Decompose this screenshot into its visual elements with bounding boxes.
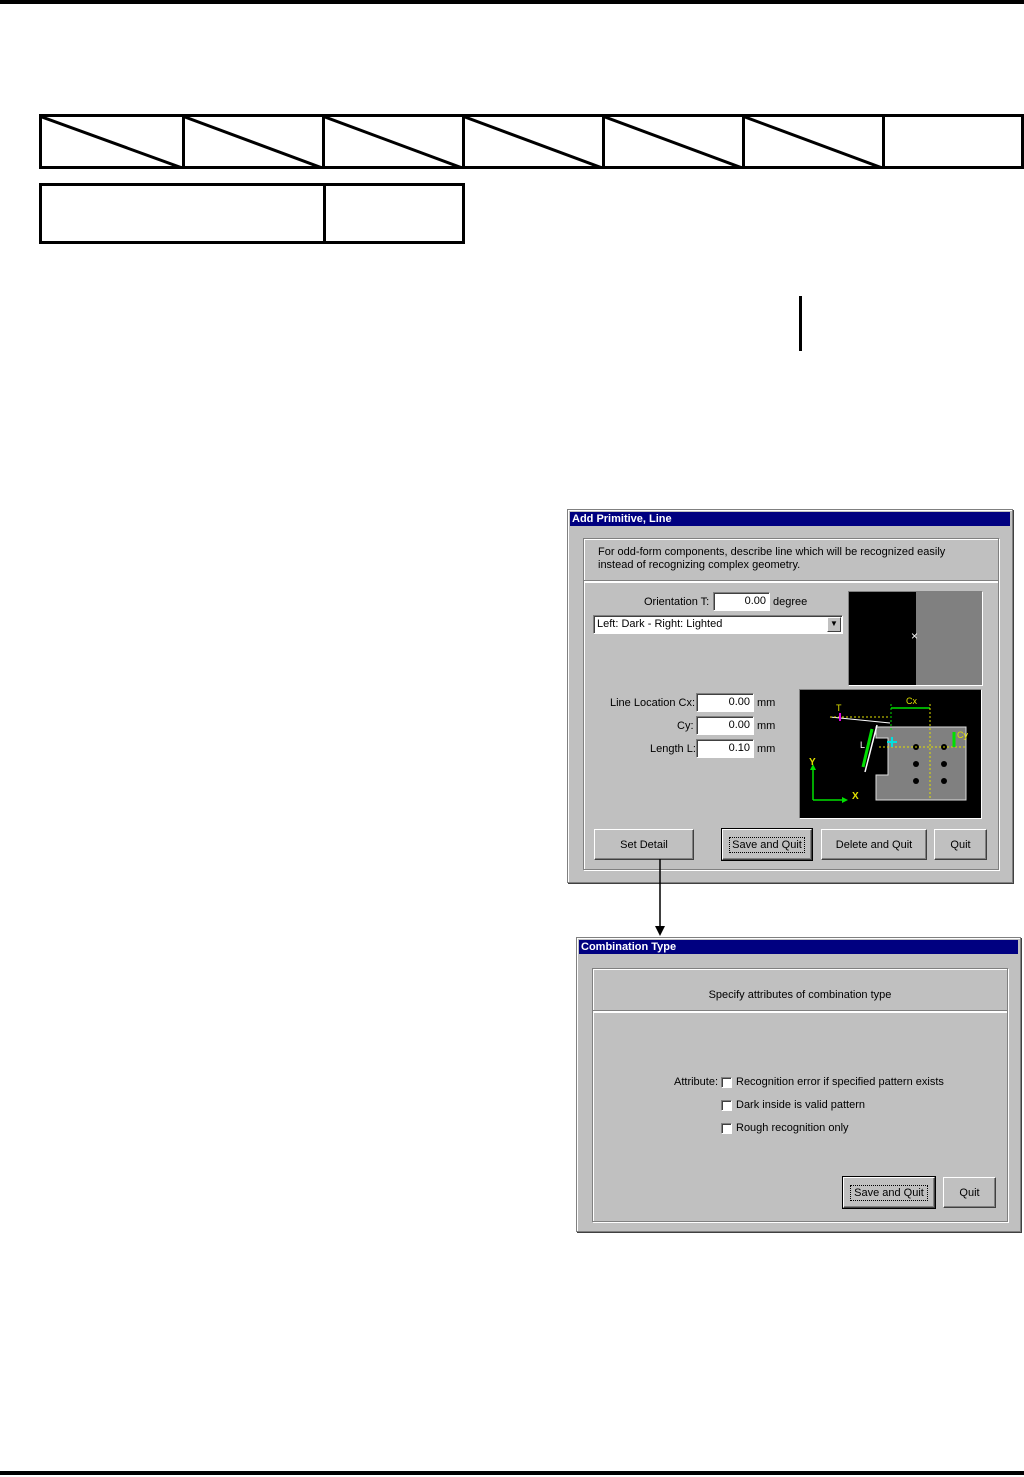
diagram-label-y: Y — [809, 757, 816, 768]
bottom-rule — [0, 1471, 1024, 1475]
diagram-label-x: X — [852, 791, 859, 802]
quit-button[interactable] — [934, 829, 987, 860]
add-primitive-line-dialog — [567, 509, 1013, 883]
diagram-label-l: L — [860, 740, 866, 750]
margin-change-bar — [799, 296, 802, 351]
cx-unit: mm — [757, 697, 776, 709]
orientation-label: Orientation T: — [644, 596, 710, 608]
cy-label: Cy: — [677, 720, 694, 732]
rough-recognition-label: Rough recognition only — [736, 1122, 849, 1134]
delete-and-quit-label: Delete and Quit — [835, 838, 913, 851]
cy-unit: mm — [757, 720, 776, 732]
save-and-quit-button[interactable] — [843, 1177, 935, 1208]
header-cell-2 — [185, 117, 325, 166]
dark-inside-checkbox[interactable] — [721, 1100, 732, 1111]
dialog-title: Combination Type — [579, 940, 1018, 954]
save-and-quit-label: Save and Quit — [850, 1185, 928, 1201]
dialog-title: Add Primitive, Line — [570, 512, 1010, 526]
save-and-quit-label: Save and Quit — [729, 837, 805, 853]
recognition-error-checkbox[interactable] — [721, 1077, 732, 1088]
chevron-down-icon[interactable]: ▼ — [827, 617, 841, 632]
direction-select[interactable] — [593, 615, 843, 634]
direction-select-value: Left: Dark - Right: Lighted — [597, 618, 723, 630]
header-table-row-1 — [39, 114, 1024, 169]
header-cell-4 — [465, 117, 605, 166]
header-cell-6 — [745, 117, 885, 166]
header-cell-1 — [42, 117, 185, 166]
header-cell-7 — [885, 117, 1021, 166]
cx-label: Line Location Cx: — [610, 697, 695, 709]
diagram-label-t: T — [836, 703, 842, 713]
quit-label: Quit — [950, 838, 971, 851]
orientation-input[interactable]: 0.00 — [713, 592, 770, 611]
diagram-svg — [800, 690, 981, 818]
set-detail-label: Set Detail — [620, 838, 668, 851]
save-and-quit-button[interactable] — [722, 829, 812, 860]
attribute-label: Attribute: — [674, 1076, 719, 1088]
orientation-unit: degree — [773, 596, 808, 608]
connector-arrow — [650, 859, 670, 939]
quit-button[interactable] — [943, 1177, 996, 1208]
quit-label: Quit — [959, 1186, 980, 1199]
dark-inside-label: Dark inside is valid pattern — [736, 1099, 866, 1111]
header-table-row-2 — [39, 183, 465, 244]
center-mark-icon: × — [911, 629, 919, 643]
description-text: For odd-form components, describe line which will be recognized easily instead of recognizing complex geometry. — [598, 546, 946, 571]
header-cell-3 — [325, 117, 465, 166]
header-cell-narrow — [326, 186, 462, 241]
top-rule — [0, 0, 1024, 4]
geometry-diagram — [799, 689, 982, 819]
diagram-label-cy: Cy — [957, 730, 968, 740]
diagram-label-cx: Cx — [906, 696, 917, 706]
length-unit: mm — [757, 743, 776, 755]
header-cell-wide — [42, 186, 326, 241]
rough-recognition-checkbox[interactable] — [721, 1123, 732, 1134]
header-cell-5 — [605, 117, 745, 166]
lighted-half — [916, 592, 982, 685]
description-text: Specify attributes of combination type — [708, 989, 892, 1001]
contrast-preview — [848, 591, 983, 686]
recognition-error-label: Recognition error if specified pattern exists — [736, 1076, 944, 1088]
length-input[interactable]: 0.10 — [696, 739, 754, 758]
delete-and-quit-button[interactable] — [821, 829, 927, 860]
set-detail-button[interactable] — [594, 829, 694, 860]
combination-type-dialog — [576, 937, 1021, 1232]
length-label: Length L: — [650, 743, 696, 755]
cx-input[interactable]: 0.00 — [696, 693, 754, 712]
cy-input[interactable]: 0.00 — [696, 716, 754, 735]
